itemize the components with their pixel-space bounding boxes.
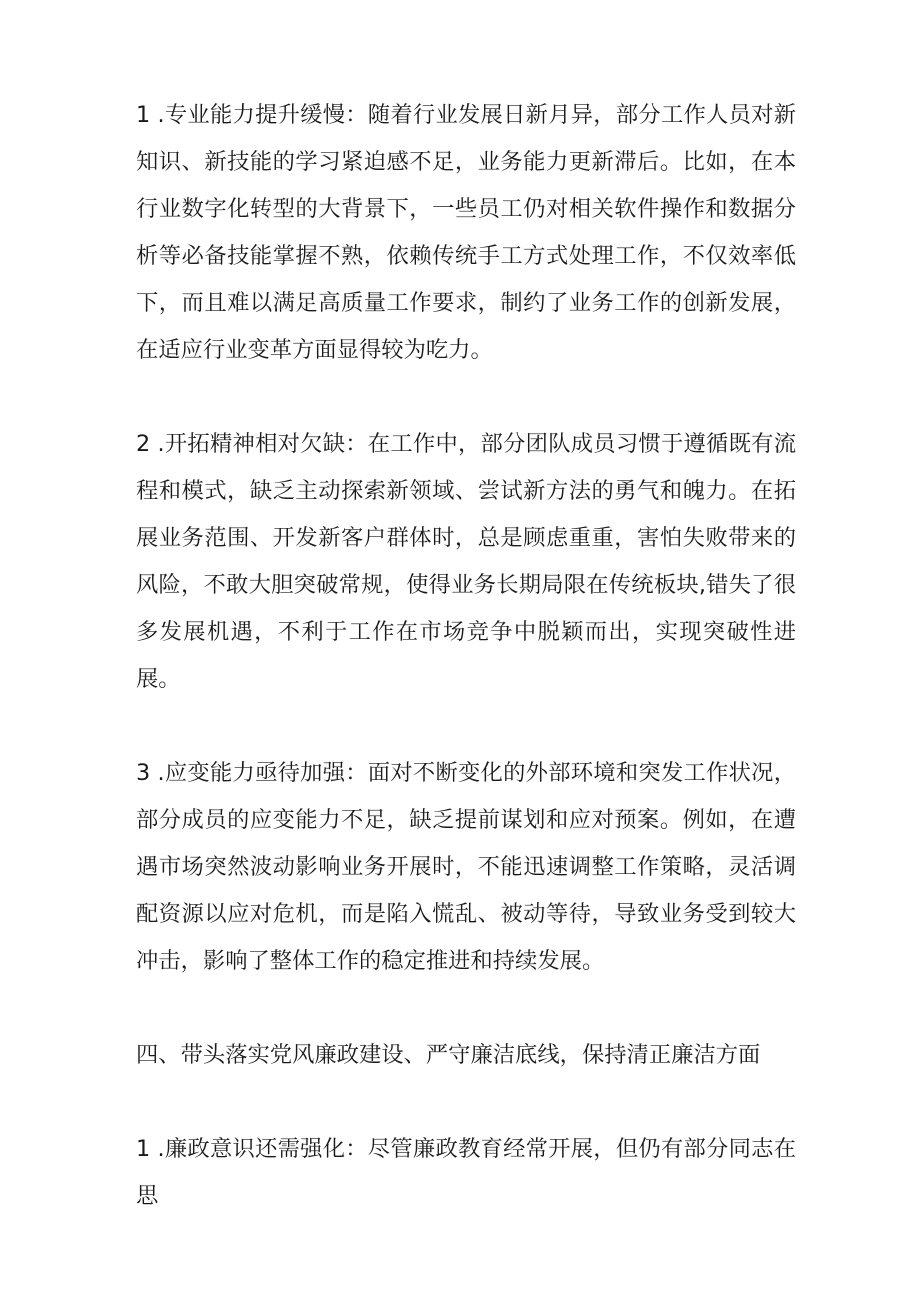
paragraph-3-number: 3: [136, 760, 151, 786]
paragraph-spacer: [136, 985, 796, 1032]
paragraph-2: [136, 421, 796, 703]
paragraph-4: [136, 1126, 796, 1220]
paragraph-2-text: .开拓精神相对欠缺：在工作中，部分团队成员习惯于遵循既有流程和模式，缺乏主动探索新领域、尝试新方法的勇气和魄力。在拓展业务范围、开发新客户群体时，总是顾虑重重，害怕失败带来的风险，不敢大胆突破常规，使得业务长期局限在传统板块,错失了很多发展机遇，不利于工作在市场竞争中脱颖而出，实现突破性进展。: [136, 431, 796, 692]
paragraph-2-number: 2: [136, 431, 151, 457]
paragraph-spacer: [136, 374, 796, 421]
document-body: [136, 92, 796, 1220]
paragraph-4-text: .廉政意识还需强化：尽管廉政教育经常开展，但仍有部分同志在思: [136, 1136, 796, 1209]
paragraph-1: [136, 92, 796, 374]
paragraph-3: [136, 750, 796, 985]
paragraph-4-number: 1: [136, 1136, 151, 1162]
paragraph-spacer: [136, 703, 796, 750]
paragraph-3-text: .应变能力亟待加强：面对不断变化的外部环境和突发工作状况，部分成员的应变能力不足，缺乏提前谋划和应对预案。例如，在遭遇市场突然波动影响业务开展时，不能迅速调整工作策略，灵活调配资源以应对危机，而是陷入慌乱、被动等待，导致业务受到较大冲击，影响了整体工作的稳定推进和持续发展。: [136, 760, 796, 974]
paragraph-spacer: [136, 1079, 796, 1126]
paragraph-1-number: 1: [136, 102, 151, 128]
section-heading: 四、带头落实党风廉政建设、严守廉洁底线，保持清正廉洁方面: [136, 1042, 761, 1068]
paragraph-1-text: .专业能力提升缓慢：随着行业发展日新月异，部分工作人员对新知识、新技能的学习紧迫感不足，业务能力更新滞后。比如，在本行业数字化转型的大背景下，一些员工仍对相关软件操作和数据分析等必备技能掌握不熟，依赖传统手工方式处理工作，不仅效率低下，而且难以满足高质量工作要求，制约了业务工作的创新发展，在适应行业变革方面显得较为吃力。: [136, 102, 796, 363]
